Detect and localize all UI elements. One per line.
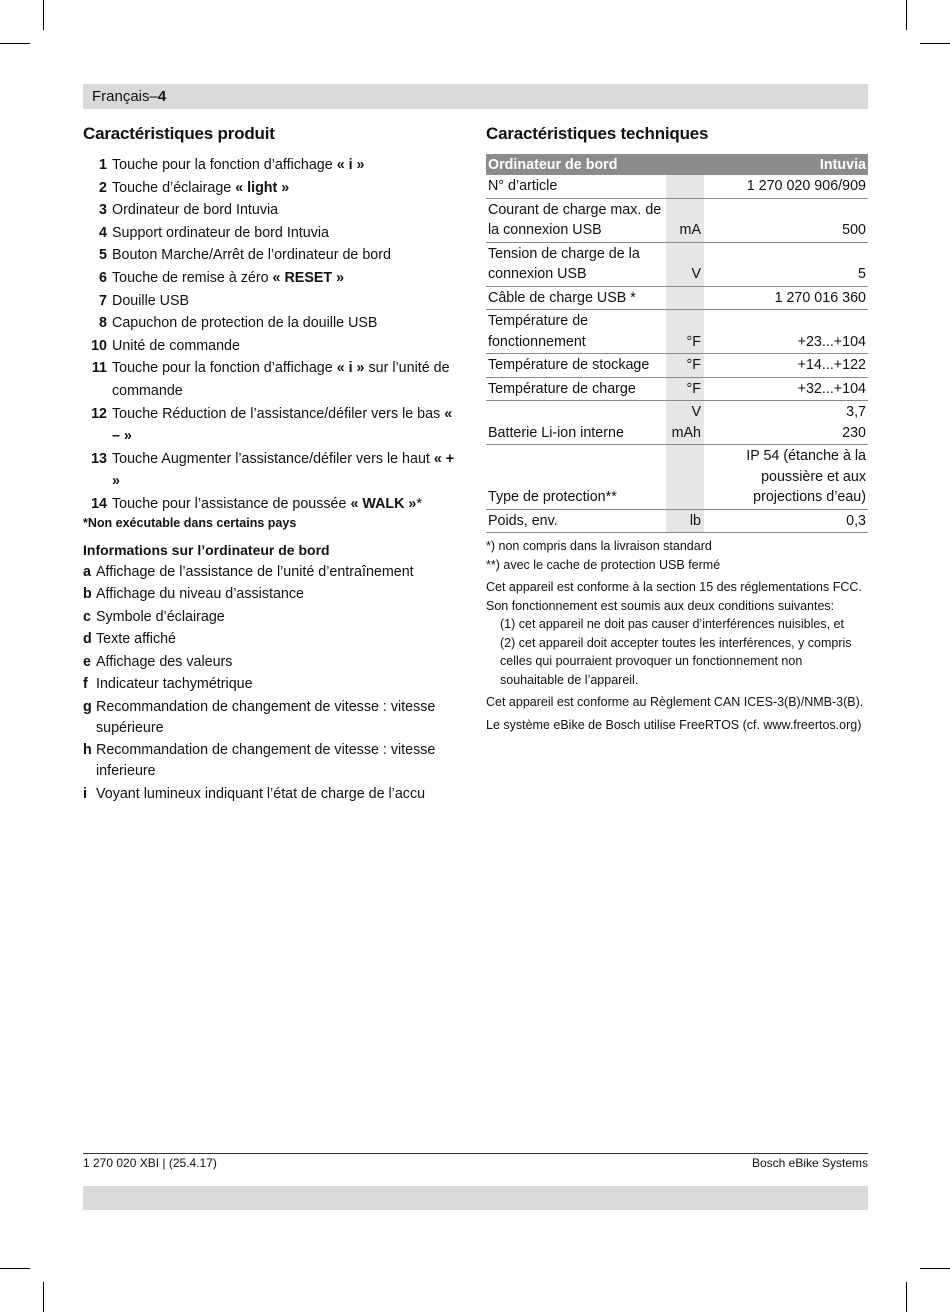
crop-mark (43, 0, 44, 30)
item-number: 12 (91, 405, 107, 422)
spec-name: Courant de charge max. de la connexion USB (486, 198, 666, 242)
spec-name: Type de protection** (486, 445, 666, 510)
product-feature-item (83, 493, 463, 516)
item-letter: f (83, 676, 88, 692)
item-number: 11 (91, 360, 107, 377)
spec-row (486, 286, 868, 310)
footnote-2: **) avec le cache de protection USB fermé (486, 557, 721, 572)
spec-name: Température de stockage (486, 354, 666, 378)
footnotes (486, 537, 868, 734)
spec-header-right: Intuvia (704, 154, 868, 175)
footnote-1: *) non compris dans la livraison standard (486, 539, 712, 553)
spec-header-left: Ordinateur de bord (486, 154, 704, 175)
spec-row (486, 377, 868, 401)
display-info-item (83, 697, 463, 739)
item-text (112, 448, 463, 493)
item-letter: h (83, 742, 92, 758)
fcc-statement: Cet appareil est conforme à la section 15 des réglementations FCC. (486, 580, 862, 594)
fcc-condition-1: (1) cet appareil ne doit pas causer d’interférences nuisibles, et (500, 617, 844, 631)
item-text (112, 403, 463, 448)
product-feature-item (83, 357, 463, 402)
spec-unit: mA (666, 198, 704, 242)
item-text-main: Touche Réduction de l’assistance/défiler vers le bas (112, 405, 445, 422)
item-number: 2 (99, 179, 107, 196)
item-text: Recommandation de changement de vitesse : vitesse supérieure (96, 698, 436, 736)
item-text-main: Touche Augmenter l’assistance/défiler vers le haut (112, 450, 434, 467)
display-info-item (83, 629, 463, 650)
item-key-label: « RESET » (272, 269, 345, 286)
item-text-after: * (416, 495, 422, 512)
product-feature-item (83, 177, 463, 200)
item-text-after: sur l’unité de commande (112, 360, 450, 399)
item-number: 1 (99, 157, 107, 173)
item-letter: i (83, 785, 87, 802)
product-feature-item (83, 290, 463, 313)
spec-name: Température de charge (486, 377, 666, 401)
crop-mark (906, 1282, 907, 1312)
tech-specs-title: Caractéristiques techniques (486, 124, 709, 143)
item-text (112, 335, 240, 358)
crop-mark (906, 0, 907, 30)
item-text: Affichage de l’assistance de l’unité d’entraînement (96, 563, 414, 580)
product-feature-item (83, 267, 463, 290)
item-letter: d (83, 631, 92, 647)
left-column (83, 124, 463, 806)
item-text-main: Touche d’éclairage (112, 179, 236, 196)
product-feature-item (83, 154, 463, 177)
spec-name: N° d’article (486, 175, 666, 198)
item-text-main: Ordinateur de bord Intuvia (112, 202, 279, 219)
item-text-main: Capuchon de protection de la douille USB (112, 315, 378, 332)
spec-unit: V (666, 242, 704, 286)
item-text: Affichage des valeurs (96, 653, 233, 670)
spec-value: 500 (704, 198, 868, 242)
item-text-main: Touche pour l’assistance de poussée (112, 495, 351, 512)
product-features-list (83, 154, 463, 516)
spec-name: Tension de charge de la connexion USB (486, 242, 666, 286)
spec-value: 1 270 016 360 (704, 286, 868, 310)
spec-table (486, 154, 868, 533)
item-number: 8 (99, 315, 107, 332)
spec-unit: °F (666, 310, 704, 354)
item-key-label: « – » (112, 405, 453, 445)
product-feature-item (83, 199, 463, 222)
item-text: Voyant lumineux indiquant l’état de charge de l’accu (96, 785, 426, 802)
spec-value: 5 (704, 242, 868, 286)
display-info-item (83, 584, 463, 605)
spec-row (486, 198, 868, 242)
spec-value: +14...+122 (704, 354, 868, 378)
product-features-title: Caractéristiques produit (83, 124, 275, 143)
spec-table-header (486, 154, 868, 175)
crop-mark (0, 43, 30, 44)
item-text-main: Touche de remise à zéro (112, 269, 273, 286)
footer-doc-id: 1 270 020 XBI | (25.4.17) (83, 1156, 217, 1170)
spec-value: IP 54 (étanche à la poussière et aux projections d’eau) (704, 445, 868, 510)
footer-divider (83, 1153, 868, 1154)
spec-unit (666, 445, 704, 510)
availability-note: *Non exécutable dans certains pays (83, 515, 297, 530)
spec-row (486, 242, 868, 286)
crop-mark (0, 1268, 30, 1269)
display-info-item (83, 562, 463, 583)
spec-row (486, 509, 868, 533)
footer-bar (83, 1186, 868, 1210)
product-feature-item (83, 244, 463, 267)
product-feature-item (83, 335, 463, 358)
fcc-condition-2: (2) cet appareil doit accepter toutes les interférences, y compris celles qui pourraient provoquer un fonctionnement non souhaitable de l’appareil. (500, 635, 852, 687)
item-text: Symbole d’éclairage (96, 608, 225, 625)
item-text (112, 244, 391, 267)
item-number: 7 (99, 292, 107, 309)
spec-row (486, 401, 868, 445)
item-text-main: Douille USB (112, 292, 190, 309)
item-number: 4 (99, 224, 107, 241)
item-key-label: « light » (235, 179, 290, 196)
spec-unit (666, 175, 704, 198)
item-text (112, 290, 189, 313)
page-number: 4 (157, 88, 167, 105)
header-language: Français (92, 88, 150, 105)
item-text-main: Touche pour la fonction d’affichage (112, 360, 337, 377)
item-number: 10 (91, 337, 107, 354)
item-text-main: Bouton Marche/Arrêt de l’ordinateur de bord (112, 247, 391, 264)
display-info-item (83, 607, 463, 628)
spec-unit: V mAh (666, 401, 704, 445)
item-letter: e (83, 653, 91, 670)
crop-mark (920, 1268, 950, 1269)
item-text (112, 312, 377, 335)
header-dash: – (149, 88, 158, 105)
item-key-label: « i » (336, 360, 365, 377)
fcc-conditions: Son fonctionnement est soumis aux deux conditions suivantes: (486, 598, 835, 613)
display-info-title: Informations sur l’ordinateur de bord (83, 541, 330, 558)
item-text-main: Touche pour la fonction d’affichage (112, 157, 337, 173)
spec-row (486, 445, 868, 510)
item-letter: g (83, 698, 92, 715)
display-info-list (83, 562, 463, 805)
item-text: Recommandation de changement de vitesse : vitesse inferieure (96, 742, 436, 779)
spec-value: 3,7 230 (704, 401, 868, 445)
item-number: 14 (91, 495, 107, 512)
spec-value: 1 270 020 906/909 (704, 175, 868, 198)
spec-row (486, 175, 868, 198)
display-info-item (83, 740, 463, 782)
footer-brand: Bosch eBike Systems (751, 1156, 868, 1170)
item-letter: c (83, 608, 91, 625)
spec-unit (666, 286, 704, 310)
spec-name: Température de fonctionnement (486, 310, 666, 354)
item-text (112, 357, 463, 402)
item-text (112, 493, 422, 516)
spec-name: Poids, env. (486, 509, 666, 533)
page-header (83, 84, 868, 109)
spec-row (486, 310, 868, 354)
freertos-statement: Le système eBike de Bosch utilise FreeRTOS (cf. www.freertos.org) (486, 717, 862, 732)
item-text-main: Support ordinateur de bord Intuvia (112, 224, 329, 241)
display-info-item (83, 784, 463, 805)
item-number: 13 (91, 450, 107, 467)
item-text-main: Unité de commande (112, 337, 240, 354)
spec-value: +23...+104 (704, 310, 868, 354)
product-feature-item (83, 448, 463, 493)
item-key-label: « + » (112, 450, 455, 490)
item-key-label: « i » (336, 157, 365, 173)
display-info-item (83, 652, 463, 673)
spec-row (486, 354, 868, 378)
item-number: 5 (99, 247, 107, 264)
display-info-item (83, 674, 463, 695)
item-text: Affichage du niveau d’assistance (96, 586, 304, 602)
ices-statement: Cet appareil est conforme au Règlement CAN ICES-3(B)/NMB-3(B). (486, 695, 864, 709)
item-letter: b (83, 586, 92, 602)
item-number: 6 (99, 269, 107, 286)
item-letter: a (83, 563, 91, 580)
product-feature-item (83, 403, 463, 448)
product-feature-item (83, 222, 463, 245)
item-text (112, 222, 329, 245)
spec-unit: °F (666, 377, 704, 401)
spec-value: +32...+104 (704, 377, 868, 401)
spec-name: Câble de charge USB * (486, 286, 666, 310)
spec-name: Batterie Li-ion interne (486, 401, 666, 445)
item-text (112, 154, 365, 177)
item-text: Indicateur tachymétrique (96, 676, 253, 692)
item-text (112, 267, 344, 290)
spec-unit: lb (666, 509, 704, 533)
item-key-label: « WALK » (350, 495, 417, 512)
spec-unit: °F (666, 354, 704, 378)
crop-mark (920, 43, 950, 44)
right-column (486, 124, 868, 734)
item-text (112, 199, 278, 222)
spec-value: 0,3 (704, 509, 868, 533)
crop-mark (43, 1282, 44, 1312)
item-text: Texte affiché (96, 631, 177, 647)
item-text (112, 177, 289, 200)
item-number: 3 (99, 202, 107, 219)
product-feature-item (83, 312, 463, 335)
